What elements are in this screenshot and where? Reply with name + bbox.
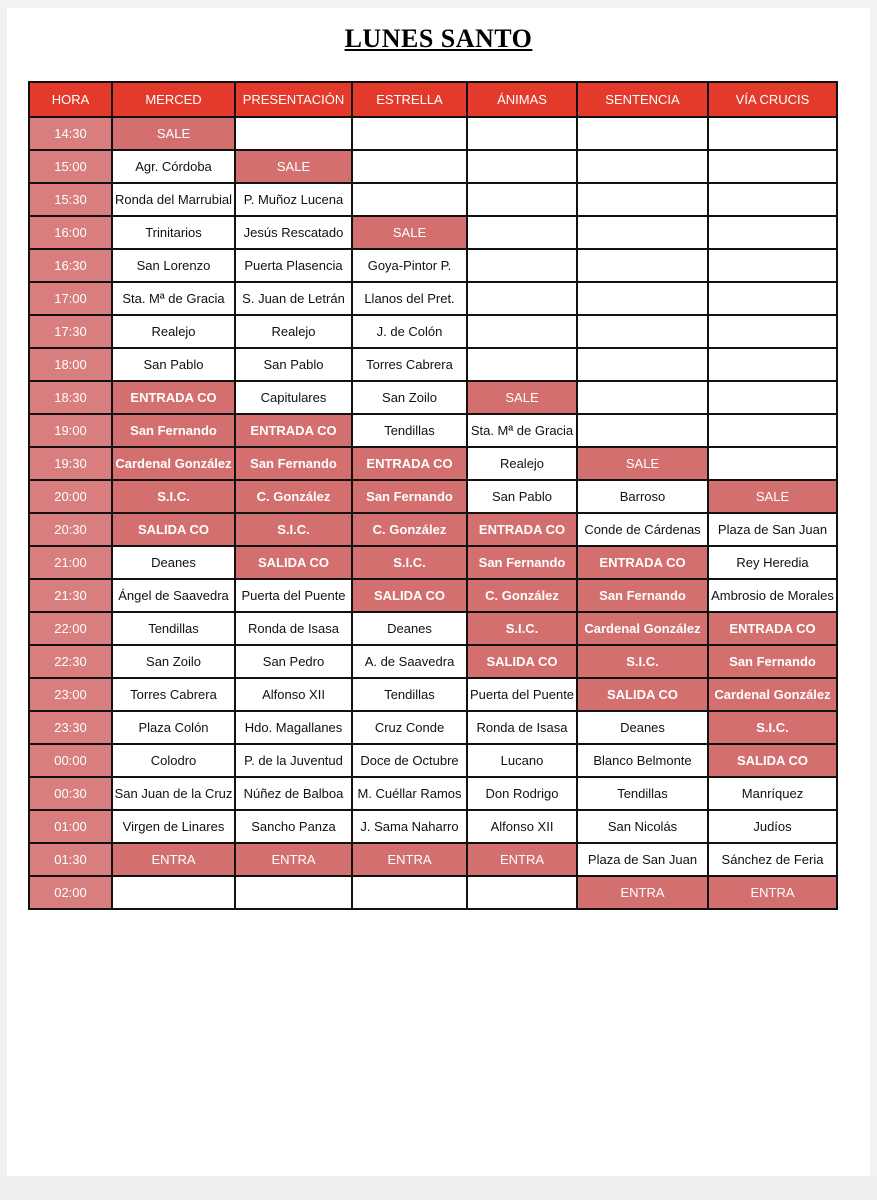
table-cell: SALE	[235, 150, 352, 183]
table-cell: Hdo. Magallanes	[235, 711, 352, 744]
table-cell: A. de Saavedra	[352, 645, 467, 678]
table-cell: San Pablo	[467, 480, 577, 513]
table-cell	[352, 183, 467, 216]
table-cell	[708, 150, 837, 183]
hour-cell: 15:00	[29, 150, 112, 183]
table-cell	[467, 117, 577, 150]
table-cell: Sta. Mª de Gracia	[467, 414, 577, 447]
table-cell: San Fernando	[708, 645, 837, 678]
table-cell: Judíos	[708, 810, 837, 843]
table-cell: Torres Cabrera	[112, 678, 235, 711]
table-cell	[467, 150, 577, 183]
schedule-table	[28, 81, 838, 910]
table-cell: ENTRADA CO	[577, 546, 708, 579]
table-cell: Ronda de Isasa	[467, 711, 577, 744]
hour-cell: 18:00	[29, 348, 112, 381]
table-cell: Realejo	[235, 315, 352, 348]
column-header: VÍA CRUCIS	[708, 82, 837, 117]
table-row	[29, 381, 837, 414]
table-cell: M. Cuéllar Ramos	[352, 777, 467, 810]
table-cell: ENTRADA CO	[235, 414, 352, 447]
table-cell: S.I.C.	[112, 480, 235, 513]
table-cell: Ángel de Saavedra	[112, 579, 235, 612]
table-cell: San Pablo	[112, 348, 235, 381]
table-cell: San Fernando	[112, 414, 235, 447]
table-row	[29, 414, 837, 447]
table-cell: Alfonso XII	[235, 678, 352, 711]
table-cell: Tendillas	[112, 612, 235, 645]
table-cell: Ronda del Marrubial	[112, 183, 235, 216]
table-cell: San Fernando	[352, 480, 467, 513]
table-cell: San Pablo	[235, 348, 352, 381]
table-cell	[708, 381, 837, 414]
table-cell: S. Juan de Letrán	[235, 282, 352, 315]
table-cell: Jesús Rescatado	[235, 216, 352, 249]
table-row	[29, 876, 837, 909]
table-cell: SALE	[467, 381, 577, 414]
table-cell: San Lorenzo	[112, 249, 235, 282]
table-cell	[467, 876, 577, 909]
table-cell: J. de Colón	[352, 315, 467, 348]
hour-cell: 17:00	[29, 282, 112, 315]
hour-cell: 00:30	[29, 777, 112, 810]
table-row	[29, 216, 837, 249]
table-cell	[577, 282, 708, 315]
table-cell: P. Muñoz Lucena	[235, 183, 352, 216]
table-row	[29, 183, 837, 216]
table-row	[29, 447, 837, 480]
table-cell: Núñez de Balboa	[235, 777, 352, 810]
hour-cell: 23:30	[29, 711, 112, 744]
hour-cell: 21:30	[29, 579, 112, 612]
table-cell: Puerta del Puente	[235, 579, 352, 612]
table-cell: Cardenal González	[708, 678, 837, 711]
table-cell: S.I.C.	[708, 711, 837, 744]
table-row	[29, 348, 837, 381]
table-row	[29, 612, 837, 645]
table-cell: Sancho Panza	[235, 810, 352, 843]
table-cell: SALIDA CO	[352, 579, 467, 612]
page-frame-left	[0, 0, 7, 1200]
table-cell: Realejo	[467, 447, 577, 480]
table-cell: J. Sama Naharro	[352, 810, 467, 843]
table-row	[29, 513, 837, 546]
table-cell: Trinitarios	[112, 216, 235, 249]
hour-cell: 15:30	[29, 183, 112, 216]
table-cell: Capitulares	[235, 381, 352, 414]
table-cell: San Juan de la Cruz	[112, 777, 235, 810]
table-cell: SALE	[708, 480, 837, 513]
hour-cell: 22:00	[29, 612, 112, 645]
table-row	[29, 480, 837, 513]
table-cell	[112, 876, 235, 909]
hour-cell: 20:00	[29, 480, 112, 513]
hour-cell: 19:00	[29, 414, 112, 447]
table-cell: Tendillas	[352, 678, 467, 711]
table-row	[29, 810, 837, 843]
hour-cell: 02:00	[29, 876, 112, 909]
table-cell	[577, 249, 708, 282]
column-header: SENTENCIA	[577, 82, 708, 117]
table-cell	[352, 117, 467, 150]
table-cell: Conde de Cárdenas	[577, 513, 708, 546]
table-cell: ENTRA	[352, 843, 467, 876]
table-cell: SALIDA CO	[708, 744, 837, 777]
hour-cell: 14:30	[29, 117, 112, 150]
table-cell	[708, 447, 837, 480]
table-cell: ENTRADA CO	[708, 612, 837, 645]
table-cell: San Pedro	[235, 645, 352, 678]
column-header: MERCED	[112, 82, 235, 117]
table-cell: ENTRADA CO	[352, 447, 467, 480]
table-cell	[577, 315, 708, 348]
table-cell	[577, 216, 708, 249]
table-cell	[467, 249, 577, 282]
table-cell: Agr. Córdoba	[112, 150, 235, 183]
table-cell: C. González	[467, 579, 577, 612]
table-cell: S.I.C.	[352, 546, 467, 579]
page-title: LUNES SANTO	[344, 24, 533, 53]
table-cell: Plaza Colón	[112, 711, 235, 744]
table-row	[29, 315, 837, 348]
table-cell: Puerta Plasencia	[235, 249, 352, 282]
table-cell	[352, 150, 467, 183]
header-row	[29, 82, 837, 117]
table-cell: Barroso	[577, 480, 708, 513]
table-cell: Rey Heredia	[708, 546, 837, 579]
table-cell: Torres Cabrera	[352, 348, 467, 381]
table-cell	[352, 876, 467, 909]
table-row	[29, 150, 837, 183]
table-cell: San Fernando	[467, 546, 577, 579]
table-cell: ENTRA	[235, 843, 352, 876]
table-cell: Cruz Conde	[352, 711, 467, 744]
table-cell: Deanes	[112, 546, 235, 579]
table-cell	[708, 315, 837, 348]
table-cell: Ronda de Isasa	[235, 612, 352, 645]
table-cell	[577, 150, 708, 183]
table-cell	[577, 348, 708, 381]
table-cell	[708, 216, 837, 249]
table-cell: Plaza de San Juan	[708, 513, 837, 546]
page-frame-top	[0, 0, 877, 8]
table-cell: Cardenal González	[577, 612, 708, 645]
table-row	[29, 711, 837, 744]
table-cell: Deanes	[577, 711, 708, 744]
table-cell: Deanes	[352, 612, 467, 645]
hour-cell: 00:00	[29, 744, 112, 777]
hour-cell: 21:00	[29, 546, 112, 579]
hour-cell: 18:30	[29, 381, 112, 414]
table-cell: SALIDA CO	[235, 546, 352, 579]
table-row	[29, 843, 837, 876]
table-cell: Doce de Octubre	[352, 744, 467, 777]
table-cell: ENTRADA CO	[112, 381, 235, 414]
table-cell: P. de la Juventud	[235, 744, 352, 777]
table-cell: S.I.C.	[467, 612, 577, 645]
table-row	[29, 744, 837, 777]
table-cell: C. González	[352, 513, 467, 546]
table-cell: Alfonso XII	[467, 810, 577, 843]
table-cell: ENTRA	[577, 876, 708, 909]
hour-cell: 01:30	[29, 843, 112, 876]
hour-cell: 22:30	[29, 645, 112, 678]
hour-cell: 19:30	[29, 447, 112, 480]
table-cell	[577, 414, 708, 447]
hour-cell: 20:30	[29, 513, 112, 546]
table-cell: Goya-Pintor P.	[352, 249, 467, 282]
table-cell: ENTRADA CO	[467, 513, 577, 546]
schedule-body	[29, 117, 837, 909]
column-header: ÁNIMAS	[467, 82, 577, 117]
hour-cell: 23:00	[29, 678, 112, 711]
table-cell: Ambrosio de Morales	[708, 579, 837, 612]
table-cell	[467, 183, 577, 216]
table-cell: San Fernando	[235, 447, 352, 480]
table-cell	[235, 117, 352, 150]
table-row	[29, 546, 837, 579]
hour-cell: 17:30	[29, 315, 112, 348]
hour-cell: 01:00	[29, 810, 112, 843]
table-cell	[235, 876, 352, 909]
table-cell: Colodro	[112, 744, 235, 777]
column-header: ESTRELLA	[352, 82, 467, 117]
table-row	[29, 117, 837, 150]
table-cell: San Nicolás	[577, 810, 708, 843]
table-cell	[708, 282, 837, 315]
table-row	[29, 777, 837, 810]
table-cell: SALE	[352, 216, 467, 249]
table-cell: San Zoilo	[112, 645, 235, 678]
table-cell	[708, 249, 837, 282]
table-cell: San Zoilo	[352, 381, 467, 414]
table-row	[29, 249, 837, 282]
table-cell: Sánchez de Feria	[708, 843, 837, 876]
table-cell	[467, 315, 577, 348]
table-cell: Plaza de San Juan	[577, 843, 708, 876]
table-cell: SALIDA CO	[112, 513, 235, 546]
table-cell: C. González	[235, 480, 352, 513]
table-cell	[708, 117, 837, 150]
table-cell: SALE	[112, 117, 235, 150]
table-cell	[577, 117, 708, 150]
table-cell: Realejo	[112, 315, 235, 348]
table-row	[29, 678, 837, 711]
table-cell: SALIDA CO	[577, 678, 708, 711]
hour-cell: 16:30	[29, 249, 112, 282]
table-cell: San Fernando	[577, 579, 708, 612]
page-frame-right	[870, 0, 877, 1200]
table-cell: Lucano	[467, 744, 577, 777]
table-cell: Blanco Belmonte	[577, 744, 708, 777]
table-row	[29, 282, 837, 315]
table-cell: Manríquez	[708, 777, 837, 810]
table-cell: Tendillas	[352, 414, 467, 447]
page-frame-bottom	[0, 1176, 877, 1200]
table-cell: Sta. Mª de Gracia	[112, 282, 235, 315]
table-cell: S.I.C.	[235, 513, 352, 546]
table-cell: Cardenal González	[112, 447, 235, 480]
table-cell	[708, 348, 837, 381]
table-cell: SALIDA CO	[467, 645, 577, 678]
table-cell: ENTRA	[467, 843, 577, 876]
table-cell: Llanos del Pret.	[352, 282, 467, 315]
table-cell	[467, 216, 577, 249]
table-row	[29, 579, 837, 612]
table-cell: Tendillas	[577, 777, 708, 810]
table-cell	[577, 381, 708, 414]
column-header: PRESENTACIÓN	[235, 82, 352, 117]
table-cell: Puerta del Puente	[467, 678, 577, 711]
table-cell	[467, 348, 577, 381]
table-cell	[708, 414, 837, 447]
table-cell: Virgen de Linares	[112, 810, 235, 843]
table-cell	[577, 183, 708, 216]
table-row	[29, 645, 837, 678]
hour-cell: 16:00	[29, 216, 112, 249]
table-cell: ENTRA	[112, 843, 235, 876]
table-cell: SALE	[577, 447, 708, 480]
column-header: HORA	[29, 82, 112, 117]
table-cell	[708, 183, 837, 216]
table-cell: ENTRA	[708, 876, 837, 909]
table-cell: Don Rodrigo	[467, 777, 577, 810]
table-cell: S.I.C.	[577, 645, 708, 678]
table-cell	[467, 282, 577, 315]
